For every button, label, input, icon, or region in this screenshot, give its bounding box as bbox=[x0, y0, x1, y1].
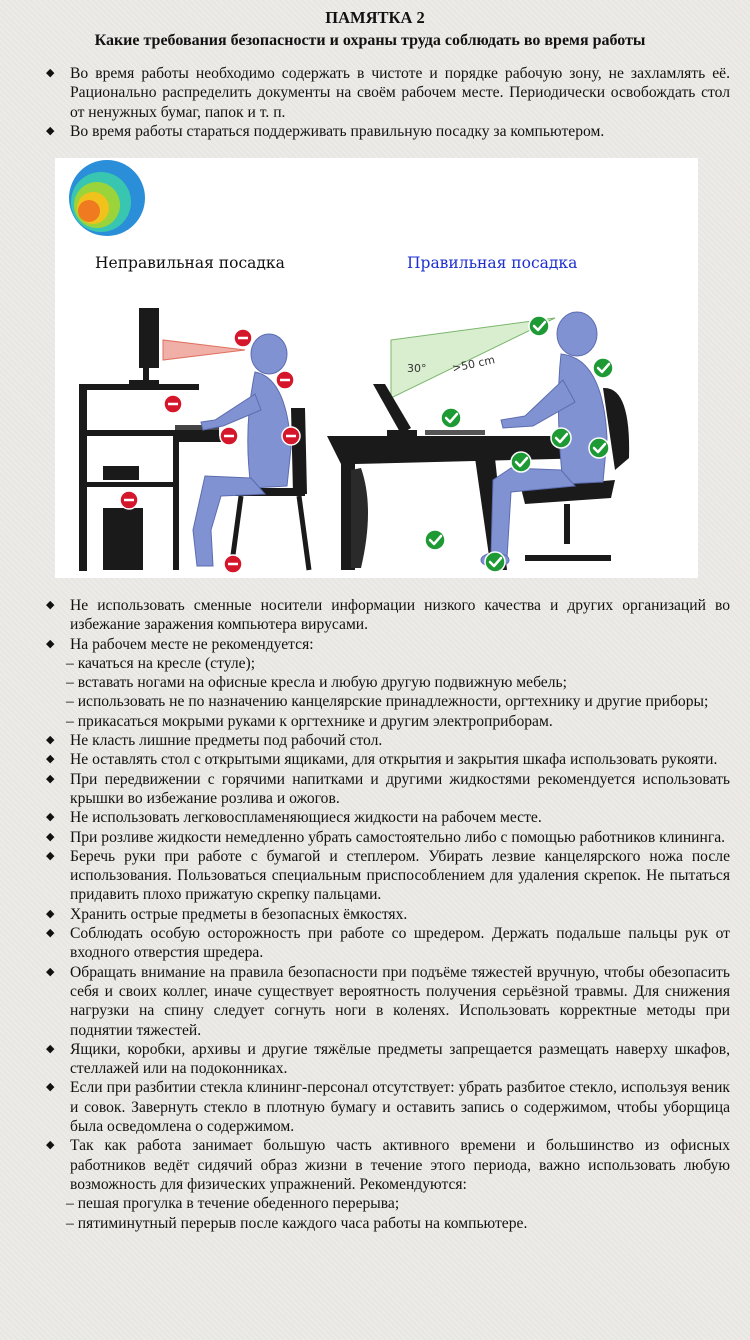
page-subtitle: Какие требования безопасности и охраны труда соблюдать во время работы bbox=[94, 32, 646, 49]
sub-item: – качаться на кресле (стуле); bbox=[66, 654, 256, 672]
sub-item: – вставать ногами на офисные кресла и любую другую подвижную мебель; bbox=[66, 674, 567, 692]
sub-item: – использовать не по назначению канцелярские принадлежности, оргтехнику и другие приборы; bbox=[66, 693, 709, 711]
bullet-icon: ◆ bbox=[46, 637, 55, 650]
sub-item: – пятиминутный перерыв после каждого часа работы на компьютере. bbox=[66, 1214, 528, 1232]
bullet-icon: ◆ bbox=[46, 907, 55, 920]
list-item: ◆ Беречь руки при работе с бумагой и степлером. Убирать лезвие канцелярского ножа после использования. Пользоваться специальным приспособлением для удаления скрепок. Не пытаться придавить плохо прижатую скрепку пальцами. bbox=[46, 847, 730, 904]
bullet-icon: ◆ bbox=[46, 599, 55, 611]
sub-item: – прикасаться мокрыми руками к оргтехнике и другим электроприборам. bbox=[66, 712, 553, 730]
sub-item: – пешая прогулка в течение обеденного перерыва; bbox=[66, 1195, 400, 1213]
list-item: ◆ Хранить острые предметы в безопасных ёмкостях. bbox=[46, 905, 408, 923]
bullet-icon: ◆ bbox=[46, 753, 55, 766]
bullet-icon: ◆ bbox=[46, 734, 55, 747]
list-item: ◆ Не класть лишние предметы под рабочий стол. bbox=[46, 732, 383, 750]
intro-list bbox=[42, 64, 730, 141]
wrong-workstation bbox=[79, 308, 309, 573]
posture-drawing bbox=[55, 158, 698, 578]
right-posture-label: Правильная посадка bbox=[407, 254, 578, 272]
list-item: ◆ Во время работы стараться поддерживать правильную посадку за компьютером. bbox=[46, 122, 605, 140]
bullet-icon: ◆ bbox=[46, 772, 55, 785]
rules-list bbox=[42, 596, 730, 1233]
list-item: ◆ Не использовать сменные носители информации низкого качества и других организаций во избежание заражения компьютера вирусами. bbox=[46, 597, 730, 634]
list-item: ◆ Так как работа занимает большую часть активного времени и большинство из офисных работников ведёт сидячий образ жизни в течение этого периода, важно использовать любую возможность для физических упражнений. Рекомендуются: bbox=[46, 1137, 730, 1193]
bullet-icon: ◆ bbox=[46, 965, 55, 978]
list-item: ◆ Не оставлять стол с открытыми ящиками, для открытия и закрытия шкафа использовать рукояти. bbox=[46, 751, 718, 769]
distance-label: >50 cm bbox=[450, 353, 497, 375]
list-item: ◆ При розливе жидкости немедленно убрать самостоятельно либо с помощью работников клининга. bbox=[46, 828, 726, 846]
page-title: ПАМЯТКА 2 bbox=[325, 8, 425, 27]
bullet-icon: ◆ bbox=[46, 67, 55, 79]
list-item: ◆ Ящики, коробки, архивы и другие тяжёлые предметы запрещается размещать наверху шкафов, стеллажей или на подоконниках. bbox=[46, 1040, 730, 1078]
bullet-icon: ◆ bbox=[46, 830, 55, 843]
wrong-posture-label: Неправильная посадка bbox=[95, 254, 285, 272]
list-item: ◆ При передвижении с горячими напитками и другими жидкостями рекомендуется использовать крышки во избежание розлива и ожогов. bbox=[46, 770, 730, 807]
bullet-icon: ◆ bbox=[46, 811, 55, 824]
bullet-icon: ◆ bbox=[46, 1139, 55, 1152]
list-item: ◆ Обращать внимание на правила безопасности при подъёме тяжестей вручную, чтобы обезопасить себя и своих коллег, иначе существует вероятность получения серьёзной травмы. Для снижения нагрузки на спину следует согнуть ноги в коленях. Использовать корректные методы при поднятии тяжестей. bbox=[46, 963, 730, 1039]
list-item: ◆ Если при разбитии стекла клининг-персонал отсутствует: убрать разбитое стекло, используя веник и совок. Завернуть стекло в плотную бумагу и оставить запись о содержимом, чтобы уборщица была осведомлена о содержимом. bbox=[46, 1079, 730, 1136]
posture-illustration bbox=[55, 158, 698, 578]
bullet-icon: ◆ bbox=[46, 849, 55, 862]
bullet-icon: ◆ bbox=[46, 1042, 55, 1055]
right-workstation bbox=[327, 312, 629, 572]
list-item: ◆ Соблюдать особую осторожность при работе со шредером. Держать подальше пальцы рук от входного отверстия шредера. bbox=[46, 925, 730, 962]
bullet-icon: ◆ bbox=[46, 927, 55, 940]
logo-icon bbox=[69, 160, 145, 236]
angle-label: 30° bbox=[407, 362, 427, 375]
list-item: ◆ Не использовать легковоспламеняющиеся жидкости на рабочем месте. bbox=[46, 809, 542, 827]
list-item: ◆ Во время работы необходимо содержать в чистоте и порядке рабочую зону, не захламлять её. Рационально распределить документы на своём рабочем месте. Периодически освобождать стол от ненужных бумаг, папок и т. п. bbox=[46, 65, 730, 121]
list-item: ◆ На рабочем месте не рекомендуется: bbox=[46, 635, 314, 653]
bullet-icon: ◆ bbox=[46, 124, 55, 137]
bullet-icon: ◆ bbox=[46, 1081, 55, 1094]
